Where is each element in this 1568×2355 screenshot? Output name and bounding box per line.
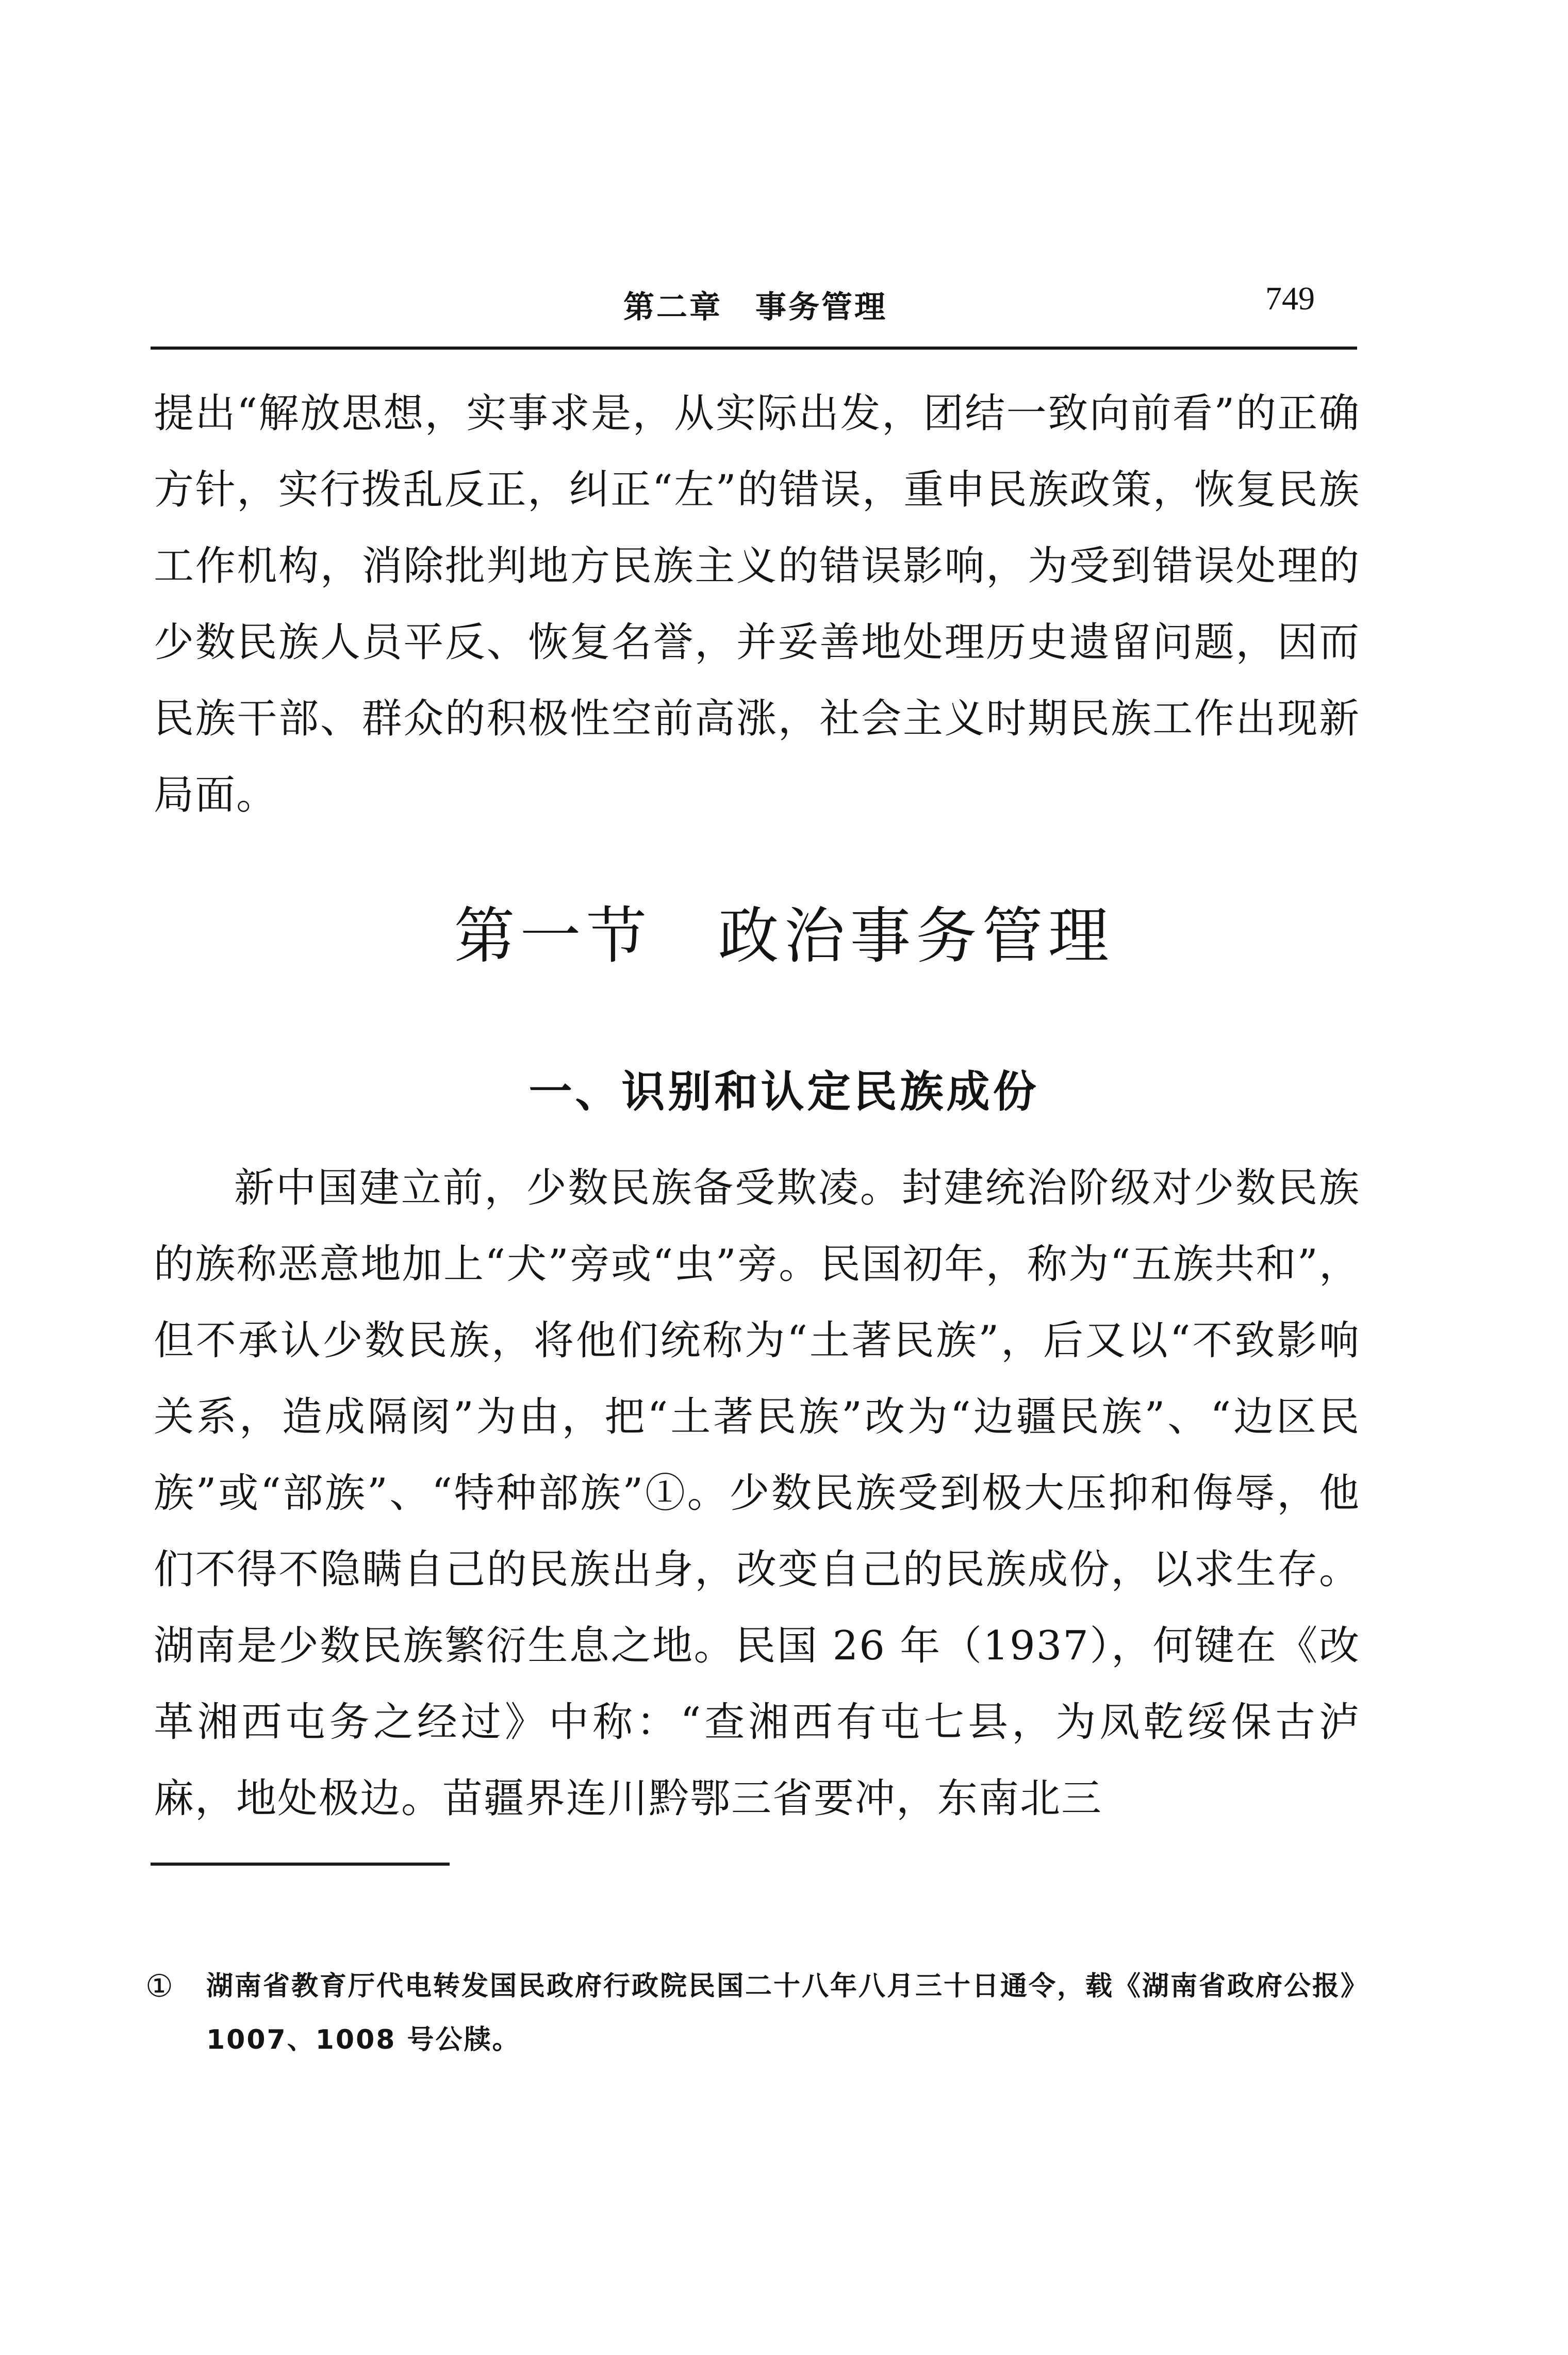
header-rule bbox=[151, 347, 1357, 350]
body-paragraph: 新中国建立前，少数民族备受欺凌。封建统治阶级对少数民族的族称恶意地加上“犬”旁或“虫”旁。民国初年，称为“五族共和”，但不承认少数民族，将他们统称为“土著民族”，后又以“不致影响关系，造成隔阂”为由，把“土著民族”改为“边疆民族”、“边区民族”或“部族”、“特种部族”①。少数民族受到极大压抑和侮辱，他们不得不隐瞒自己的民族出身，改变自己的民族成份，以求生存。湖南是少数民族繁衍生息之地。民国 26 年（1937），何键在《改革湘西屯务之经过》中称：“查湘西有屯七县，为凤乾绥保古泸麻，地处极边。苗疆界连川黔鄂三省要冲，东南北三 bbox=[154, 1165, 1360, 1822]
footnote-text: 湖南省教育厅代电转发国民政府行政院民国二十八年八月三十日通令，载《湖南省政府公报》1007、1008 号公牍。 bbox=[206, 1971, 1356, 2055]
section-title: 第一节 政治事务管理 bbox=[454, 900, 1114, 971]
intro-paragraph: 提出“解放思想，实事求是，从实际出发，团结一致向前看”的正确方针，实行拨乱反正，纠正“左”的错误，重申民族政策，恢复民族工作机构，消除批判地方民族主义的错误影响，为受到错误处理的少数民族人员平反、恢复名誉，并妥善地处理历史遗留问题，因而民族干部、群众的积极性空前高涨，社会主义时期民族工作出现新局面。 bbox=[154, 390, 1360, 818]
footnote bbox=[145, 1959, 1356, 2067]
footnote-rule bbox=[151, 1863, 450, 1866]
running-header bbox=[155, 280, 1356, 327]
subsection-title: 一、识别和认定民族成份 bbox=[529, 1066, 1039, 1117]
footnote-marker: ① bbox=[145, 1968, 175, 2004]
page-number: 749 bbox=[1265, 280, 1315, 317]
chapter-title: 第二章 事务管理 bbox=[623, 289, 887, 325]
